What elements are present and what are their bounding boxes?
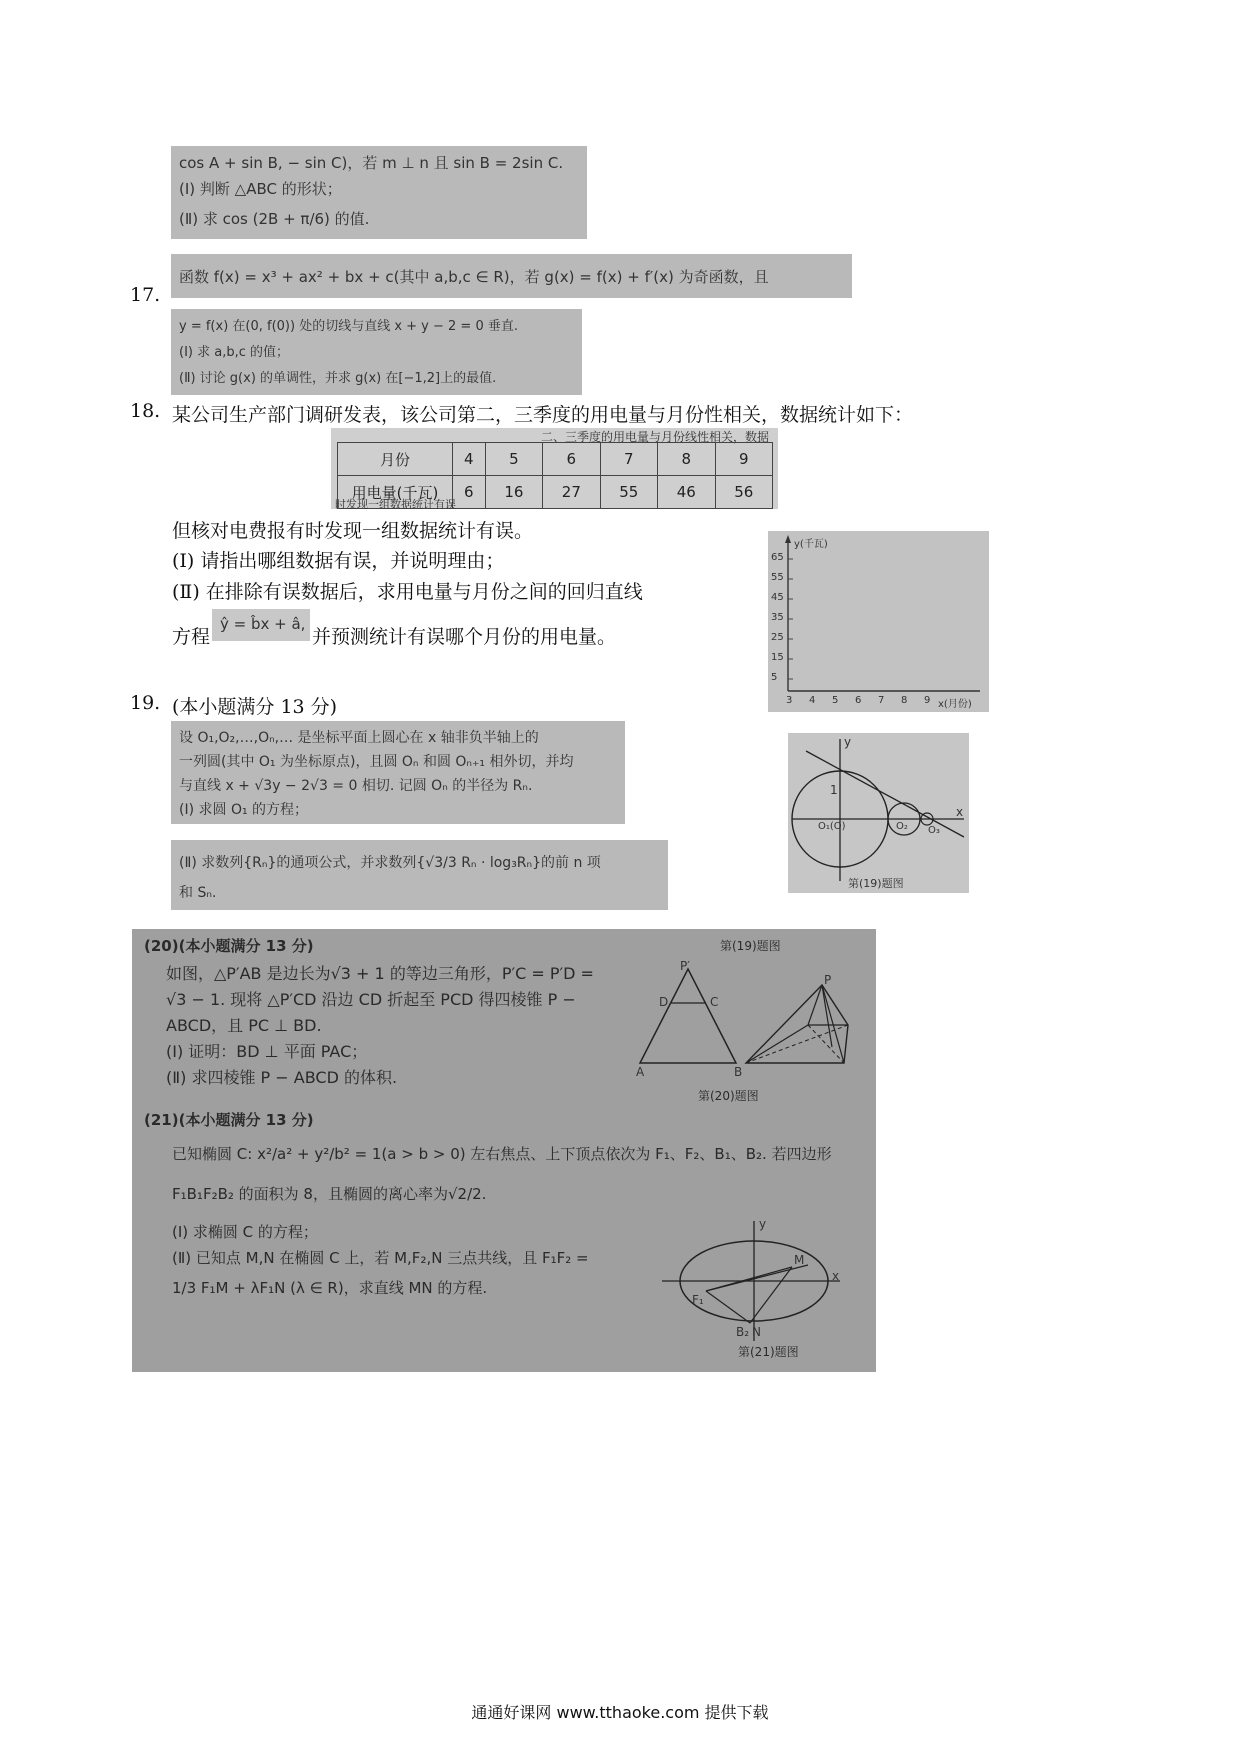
q18-intro: 某公司生产部门调研发表，该公司第二，三季度的用电量与月份性相关，数据统计如下： [172,404,914,426]
q18-number: 18. [130,400,161,422]
fig21-label-m: M [794,1253,805,1267]
fig21-label-y: y [759,1217,767,1231]
q17-scan-a [171,254,852,298]
q18-line4-prefix: 方程 [172,626,211,648]
q20-fig-caption: 第(20)题图 [698,1089,759,1103]
graph-xtick: 5 [832,695,839,706]
q21-line1: 已知椭圆 C: x²/a² + y²/b² = 1(a > b > 0) 左右焦点、上下顶点依次为 F₁、F₂、B₁、B₂. 若四边形 [172,1145,832,1163]
month-cell: 5 [485,443,542,476]
q20-top-caption: 第(19)题图 [720,939,781,953]
q19-number: 19. [130,692,161,714]
fig21-label-x: x [832,1269,840,1283]
q18-table-bottom-caption: 时发现一组数据统计有误 [335,498,456,509]
graph-xtick: 6 [855,695,862,706]
q18-line4-suffix: 并预测统计有误哪个月份的用电量。 [312,626,617,648]
q17-line4: (Ⅱ) 讨论 g(x) 的单调性，并求 g(x) 在[−1,2]上的最值. [179,371,497,386]
regression-formula [212,609,310,641]
q19-line1: 设 O₁,O₂,…,Oₙ,… 是坐标平面上圆心在 x 轴非负半轴上的 [179,730,539,746]
q21-line5: 1/3 F₁M + λF₁N (λ ∈ R)，求直线 MN 的方程. [172,1279,488,1297]
q18-table-top-caption: 二、三季度的用电量与月份线性相关，数据 [541,430,770,444]
fig19-y-label: y [844,735,852,749]
q21-header: (21)(本小题满分 13 分) [144,1111,314,1129]
graph-ytick: 5 [771,672,778,683]
graph-xtick: 7 [878,695,885,706]
q20-q21-scan [132,929,876,1372]
fig19-o3-label: O₃ [928,825,940,836]
q17-number: 17. [130,284,161,306]
fig20-label-p1: P′ [680,959,690,973]
q17-scan-b [171,309,582,395]
fig20-label-a: A [636,1065,645,1079]
usage-cell: 46 [658,476,715,509]
q19-figure [788,733,969,893]
fig21-label-f1: F₁ [692,1293,704,1307]
q19-header: (本小题满分 13 分) [172,696,338,718]
q19-scan-a [171,721,625,824]
q17-line1: 函数 f(x) = x³ + ax² + bx + c(其中 a,b,c ∈ R)，若 g(x) = f(x) + f′(x) 为奇函数，且 [179,268,769,286]
q16-line2: (Ⅰ) 判断 △ABC 的形状； [179,180,342,198]
y-axis-arrow [785,535,791,543]
q19-line4: (Ⅰ) 求圆 O₁ 的方程； [179,802,309,818]
graph-xtick: 8 [901,695,908,706]
fig20-label-p: P [824,973,832,987]
q20-line3: ABCD，且 PC ⊥ BD. [166,1016,322,1035]
graph-xtick: 3 [786,695,793,706]
triangle-pab [640,969,736,1063]
usage-cell: 16 [485,476,542,509]
usage-cell: 55 [600,476,657,509]
q20-line4: (Ⅰ) 证明：BD ⊥ 平面 PAC； [166,1042,368,1061]
q19-figure-svg [788,733,969,893]
table-row [338,443,773,476]
fig21-label-n: N [752,1325,761,1339]
graph-xtick: 4 [809,695,816,706]
q21-line2: F₁B₁F₂B₂ 的面积为 8，且椭圆的离心率为√2/2. [172,1185,487,1203]
graph-ytick: 55 [771,572,784,583]
month-cell: 4 [453,443,486,476]
fig19-one-label: 1 [830,783,838,797]
q18-table-scan [331,428,778,509]
q18-graph [768,531,989,712]
month-cell: 8 [658,443,715,476]
fig21-label-b2: B₂ [736,1325,750,1339]
q21-fig-caption: 第(21)题图 [738,1345,799,1359]
month-cell: 7 [600,443,657,476]
q19-line2: 一列圆(其中 O₁ 为坐标原点)，且圆 Oₙ 和圆 Oₙ₊₁ 相外切，并均 [179,754,574,770]
row-label-month: 月份 [338,443,453,476]
graph-ylabel: y(千瓦) [794,539,828,550]
fig19-o2-label: O₂ [896,821,908,832]
q16-line3: (Ⅱ) 求 cos (2B + π/6) 的值. [179,210,370,228]
usage-cell: 56 [715,476,773,509]
q19-line6: 和 Sₙ. [179,885,217,901]
q20-line5: (Ⅱ) 求四棱锥 P − ABCD 的体积. [166,1068,398,1087]
month-cell: 6 [543,443,600,476]
fig19-o1-label: O₁(O) [818,821,846,832]
usage-cell: 27 [543,476,600,509]
q17-line3: (Ⅰ) 求 a,b,c 的值； [179,345,290,360]
q20-line2: √3 − 1. 现将 △P′CD 沿边 CD 折起至 PCD 得四棱锥 P − [166,990,576,1009]
q20-header: (20)(本小题满分 13 分) [144,937,314,955]
q16-scan [171,146,587,239]
graph-ytick: 45 [771,592,784,603]
q21-line3: (Ⅰ) 求椭圆 C 的方程； [172,1223,318,1241]
formula-text: ŷ = b̂x + â, [220,615,306,633]
graph-xtick: 9 [924,695,931,706]
q19-line3: 与直线 x + √3y − 2√3 = 0 相切. 记圆 Oₙ 的半径为 Rₙ. [179,778,533,794]
graph-xlabel: x(月份) [938,699,972,710]
q16-line1: cos A + sin B, − sin C)，若 m ⊥ n 且 sin B = 2sin C. [179,154,564,172]
fig20-label-d: D [659,995,669,1009]
q18-line3: (Ⅱ) 在排除有误数据后，求用电量与月份之间的回归直线 [172,581,643,603]
q19-scan-b [171,840,668,910]
graph-ytick: 15 [771,652,784,663]
q18-line2: (Ⅰ) 请指出哪组数据有误，并说明理由； [172,550,505,572]
footer-source: 通通好课网 www.tthaoke.com 提供下载 [471,1703,769,1722]
fig20-label-b: B [734,1065,743,1079]
q18-graph-svg [768,531,989,712]
graph-ytick: 65 [771,552,784,563]
graph-ytick: 25 [771,632,784,643]
row-label-usage: 用电量(千瓦) [338,476,453,509]
q19-line5: (Ⅱ) 求数列{Rₙ}的通项公式，并求数列{√3/3 Rₙ · log₃Rₙ}的前 n 项 [179,855,601,871]
fig19-caption: 第(19)题图 [848,877,904,890]
q17-line2: y = f(x) 在(0, f(0)) 处的切线与直线 x + y − 2 = 0 垂直. [179,319,518,334]
fig19-x-label: x [956,805,964,819]
fig20-label-c: C [710,995,719,1009]
q20-line1: 如图，△P′AB 是边长为√3 + 1 的等边三角形，P′C = P′D = [166,964,594,983]
month-cell: 9 [715,443,773,476]
q21-line4: (Ⅱ) 已知点 M,N 在椭圆 C 上，若 M,F₂,N 三点共线，且 F₁F₂ = [172,1249,589,1267]
graph-ytick: 35 [771,612,784,623]
q18-line1: 但核对电费报有时发现一组数据统计有误。 [172,520,534,542]
usage-cell: 6 [453,476,486,509]
